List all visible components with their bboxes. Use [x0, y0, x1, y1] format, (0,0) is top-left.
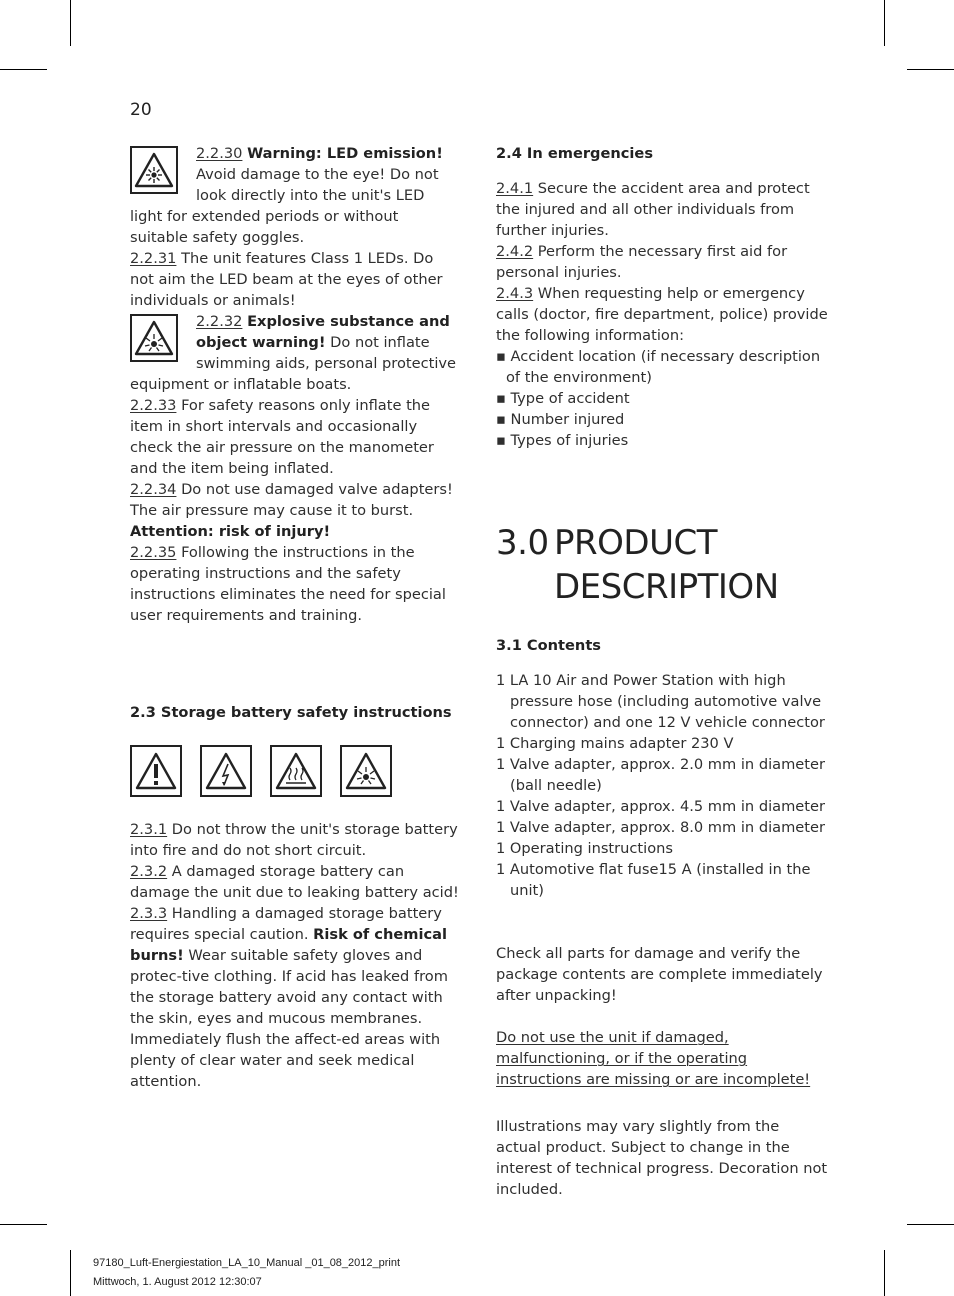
- illustrations-note: Illustrations may vary slightly from the actual product. Subject to change in the interest of technical progress. Decoration not included.: [496, 1118, 828, 1198]
- section-2-2-35: [130, 542, 460, 626]
- crop-mark: [907, 69, 954, 70]
- package-contents-list: [496, 670, 828, 901]
- ref-2-2-30: 2.2.30: [196, 145, 243, 162]
- ref-2-2-31: 2.2.31: [130, 250, 177, 267]
- ref-2-2-32: 2.2.32: [196, 313, 243, 330]
- explosive-warning-title: Explosive substance and object warning!: [196, 313, 450, 351]
- ref-2-2-35: 2.2.35: [130, 544, 177, 561]
- list-item: 1 Charging mains adapter 230 V: [496, 735, 734, 752]
- ref-2-2-34: 2.2.34: [130, 481, 177, 498]
- right-column: [496, 143, 828, 1200]
- section-2-3-3-text-2: Wear suitable safety gloves and protec-tive clothing. If acid has leaked from the storage battery avoid any contact with the skin, eyes and mucous membranes. Immediately flush the affect-ed areas with plenty of clear water and seek medical attention.: [130, 947, 448, 1090]
- do-not-use-warning: Do not use the unit if damaged, malfunctioning, or if the operating instructions are missing or are incomplete!: [496, 1029, 811, 1088]
- led-warning-text: Avoid damage to the eye! Do not look directly into the unit's LED light for extended periods or without suitable safety goggles.: [130, 166, 439, 246]
- section-2-3-1: [130, 819, 460, 861]
- list-item: ▪ Type of accident: [496, 390, 630, 407]
- attention-risk: Attention: risk of injury!: [130, 523, 331, 540]
- crop-mark: [0, 1224, 47, 1225]
- section-heading-2-3: 2.3 Storage battery safety instructions: [130, 704, 452, 721]
- page-number: 20: [130, 100, 152, 120]
- ref-2-2-33: 2.2.33: [130, 397, 177, 414]
- ref-2-4-1: 2.4.1: [496, 180, 534, 197]
- section-2-2-32: [130, 311, 460, 395]
- general-warning-icon: [130, 745, 182, 797]
- led-warning-title: Warning: LED emission!: [247, 145, 443, 162]
- list-item: 1 Valve adapter, approx. 2.0 mm in diameter (ball needle): [496, 756, 825, 794]
- section-2-4-1: [496, 178, 828, 241]
- section-2-2-34: [130, 479, 460, 542]
- ref-2-3-3: 2.3.3: [130, 905, 168, 922]
- crop-mark: [884, 0, 885, 46]
- footer-filename: 97180_Luft-Energiestation_LA_10_Manual _01_08_2012_print: [93, 1257, 401, 1269]
- battery-warning-icons: [130, 745, 460, 797]
- section-2-3-1-text: Do not throw the unit's storage battery into fire and do not short circuit.: [130, 821, 458, 859]
- section-2-2-31-text: The unit features Class 1 LEDs. Do not aim the LED beam at the eyes of other individuals or animals!: [130, 250, 443, 309]
- section-heading-2-4: 2.4 In emergencies: [496, 145, 654, 162]
- section-2-3-3: [130, 903, 460, 1092]
- footer-timestamp: Mittwoch, 1. August 2012 12:30:07: [93, 1276, 262, 1288]
- section-2-3-2: [130, 861, 460, 903]
- explosive-warning-icon: [130, 314, 178, 362]
- crop-mark: [0, 69, 47, 70]
- section-2-2-30: [130, 143, 460, 248]
- crop-mark: [70, 0, 71, 46]
- list-item: ▪ Types of injuries: [496, 432, 629, 449]
- section-2-3-3-text: Handling a damaged storage battery requires special caution.: [130, 905, 442, 943]
- section-2-2-35-text: Following the instructions in the operating instructions and the safety instructions eliminates the need for special user requirements and training.: [130, 544, 446, 624]
- chapter-title-line-1: PRODUCT: [554, 523, 717, 563]
- chapter-title: [496, 521, 828, 609]
- section-2-4-2-text: Perform the necessary first aid for personal injuries.: [496, 243, 788, 281]
- list-item: 1 LA 10 Air and Power Station with high pressure hose (including automotive valve connector) and one 12 V vehicle connector: [496, 672, 825, 731]
- chapter-title-line-2: DESCRIPTION: [554, 567, 779, 607]
- list-item: ▪ Number injured: [496, 411, 625, 428]
- section-2-4-3-text: When requesting help or emergency calls (doctor, fire department, police) provide the following information:: [496, 285, 828, 344]
- crop-mark: [70, 1250, 71, 1296]
- section-2-2-31: [130, 248, 460, 311]
- section-heading-3-1: 3.1 Contents: [496, 637, 601, 654]
- section-2-3-2-text: A damaged storage battery can damage the unit due to leaking battery acid!: [130, 863, 459, 901]
- left-column: [130, 143, 460, 1092]
- hot-surface-icon: [270, 745, 322, 797]
- section-2-2-34-text: Do not use damaged valve adapters! The air pressure may cause it to burst.: [130, 481, 453, 519]
- section-2-4-1-text: Secure the accident area and protect the injured and all other individuals from further injuries.: [496, 180, 810, 239]
- section-2-2-33: [130, 395, 460, 479]
- explosive-warning-icon: [340, 745, 392, 797]
- list-item: 1 Valve adapter, approx. 8.0 mm in diameter: [496, 819, 825, 836]
- laser-warning-icon: [130, 146, 178, 194]
- ref-2-4-2: 2.4.2: [496, 243, 534, 260]
- ref-2-4-3: 2.4.3: [496, 285, 534, 302]
- section-2-2-33-text: For safety reasons only inflate the item in short intervals and occasionally check the air pressure on the manometer and the item being inflated.: [130, 397, 434, 477]
- electric-voltage-icon: [200, 745, 252, 797]
- list-item: 1 Valve adapter, approx. 4.5 mm in diameter: [496, 798, 825, 815]
- section-2-4-2: [496, 241, 828, 283]
- check-parts-note: Check all parts for damage and verify the package contents are complete immediately after unpacking!: [496, 945, 823, 1004]
- explosive-warning-text: Do not inflate swimming aids, personal protective equipment or inflatable boats.: [130, 334, 457, 393]
- list-item: 1 Operating instructions: [496, 840, 673, 857]
- crop-mark: [884, 1250, 885, 1296]
- ref-2-3-2: 2.3.2: [130, 863, 168, 880]
- list-item: ▪ Accident location (if necessary description of the environment): [496, 348, 821, 386]
- section-2-4-3: [496, 283, 828, 346]
- list-item: 1 Automotive flat fuse15 A (installed in the unit): [496, 861, 811, 899]
- crop-mark: [907, 1224, 954, 1225]
- ref-2-3-1: 2.3.1: [130, 821, 168, 838]
- chapter-number: 3.0: [496, 523, 549, 563]
- chemical-burns-warning: Risk of chemical burns!: [130, 926, 447, 964]
- emergency-info-list: [496, 346, 828, 451]
